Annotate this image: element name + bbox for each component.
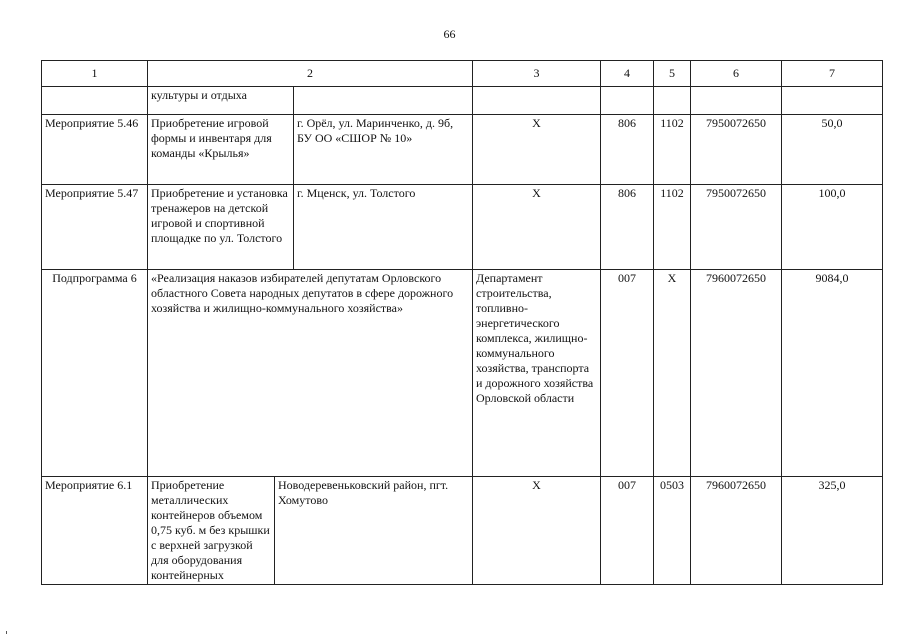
cell-target: 7960072650: [691, 270, 782, 477]
cell-grbs: [601, 87, 654, 115]
cell-executor: Х: [473, 115, 601, 185]
table-row-subprogram: [42, 270, 883, 477]
header-col-1: 1: [42, 61, 148, 87]
cell-code: Мероприятие 5.47: [42, 185, 148, 270]
cell-section: [654, 87, 691, 115]
header-col-5: 5: [654, 61, 691, 87]
cell-target: 7950072650: [691, 115, 782, 185]
cell-name-tail: культуры и отдыха: [148, 87, 294, 115]
header-row: [42, 61, 883, 87]
cell-grbs: 007: [601, 477, 654, 585]
cell-executor: Департамент строительства, топливно-энергетического комплекса, жилищно-коммунального хозяйства, транспорта и дорожного хозяйства Орловской области: [473, 270, 601, 477]
cell-name: Приобретение игровой формы и инвентаря для команды «Крылья»: [148, 115, 294, 185]
cell-amount: 100,0: [782, 185, 883, 270]
cell-code: Мероприятие 5.46: [42, 115, 148, 185]
cell-address: г. Мценск, ул. Толстого: [294, 185, 473, 270]
cell-amount: [782, 87, 883, 115]
table-row: [42, 115, 883, 185]
cell-section: 0503: [654, 477, 691, 585]
cell-section: 1102: [654, 185, 691, 270]
scan-mark: [6, 631, 7, 634]
cell-name: Приобретение металлических контейнеров объемом 0,75 куб. м без крышки с верхней загрузкой для оборудования контейнерных: [148, 477, 275, 585]
cell-grbs: 806: [601, 115, 654, 185]
cell-address: [294, 87, 473, 115]
cell-amount: 50,0: [782, 115, 883, 185]
cell-name: Приобретение и установка тренажеров на детской игровой и спортивной площадке по ул. Толстого: [148, 185, 294, 270]
header-col-2: 2: [148, 61, 473, 87]
cell-executor: Х: [473, 477, 601, 585]
page-number: 66: [443, 27, 456, 41]
cell-target: [691, 87, 782, 115]
cell-address: Новодеревеньковский район, пгт. Хомутово: [275, 477, 473, 585]
budget-table: [41, 60, 883, 585]
cell-section: 1102: [654, 115, 691, 185]
cell-amount: 325,0: [782, 477, 883, 585]
cell-grbs: 806: [601, 185, 654, 270]
cell-target: 7960072650: [691, 477, 782, 585]
header-col-3: 3: [473, 61, 601, 87]
cell-target: 7950072650: [691, 185, 782, 270]
cell-code: Мероприятие 6.1: [42, 477, 148, 585]
cell-code: Подпрограмма 6: [42, 270, 148, 477]
cell-executor: Х: [473, 185, 601, 270]
table-row: [42, 477, 883, 585]
cell-address: г. Орёл, ул. Маринченко, д. 9б, БУ ОО «СШОР № 10»: [294, 115, 473, 185]
header-col-4: 4: [601, 61, 654, 87]
cell-amount: 9084,0: [782, 270, 883, 477]
cell-name: «Реализация наказов избирателей депутатам Орловского областного Совета народных депутатов в сфере дорожного хозяйства и жилищно-коммунального хозяйства»: [148, 270, 473, 477]
cell-executor: [473, 87, 601, 115]
table-row-continuation: [42, 87, 883, 115]
cell-grbs: 007: [601, 270, 654, 477]
header-col-7: 7: [782, 61, 883, 87]
cell-code: [42, 87, 148, 115]
header-col-6: 6: [691, 61, 782, 87]
table-row: [42, 185, 883, 270]
cell-section: Х: [654, 270, 691, 477]
